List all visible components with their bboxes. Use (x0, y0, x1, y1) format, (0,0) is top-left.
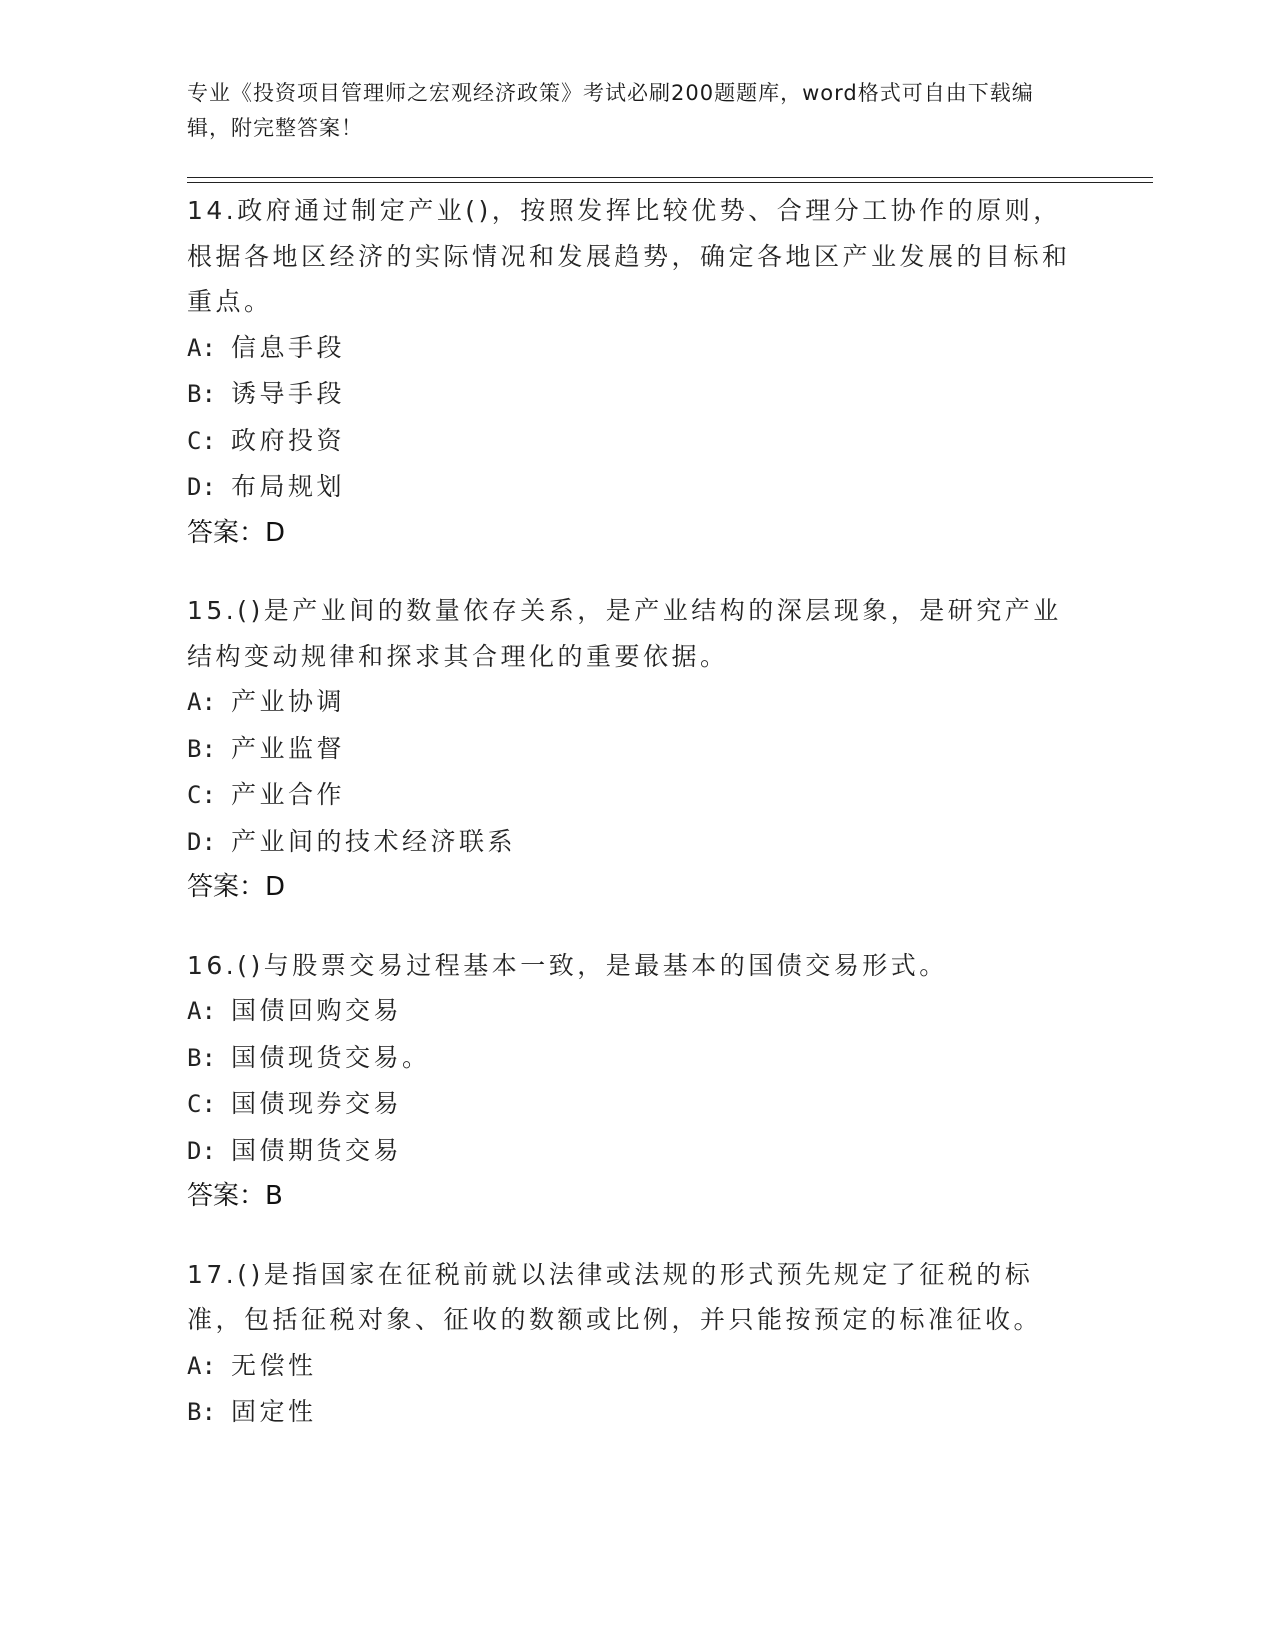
option-text: 布局规划 (231, 472, 346, 501)
question-text: 17.()是指国家在征税前就以法律或法规的形式预先规定了征税的标准，包括征税对象、征收的数额或比例，并只能按预定的标准征收。 (187, 1259, 1043, 1334)
option-d (187, 464, 1087, 511)
option-text: 国债回购交易 (231, 996, 403, 1025)
option-key: D: (187, 827, 216, 856)
option-key: C: (187, 426, 216, 455)
option-text: 政府投资 (231, 425, 346, 455)
option-a (187, 679, 1087, 726)
header-divider-bottom (187, 182, 1153, 183)
option-key: A: (187, 333, 216, 362)
option-key: D: (187, 1136, 216, 1165)
option-b (187, 1389, 1087, 1436)
option-text: 无偿性 (231, 1350, 317, 1380)
option-text: 产业合作 (231, 780, 346, 809)
option-key: B: (187, 734, 216, 763)
option-d (187, 1128, 1087, 1175)
option-text: 信息手段 (231, 332, 346, 362)
option-key: B: (187, 1398, 216, 1426)
option-text: 产业监督 (231, 733, 346, 763)
option-a (187, 325, 1087, 372)
option-c (187, 418, 1087, 465)
question-15 (187, 588, 1087, 911)
option-c (187, 772, 1087, 819)
option-key: D: (187, 473, 216, 501)
option-text: 固定性 (231, 1397, 317, 1426)
option-key: A: (187, 997, 216, 1025)
answer-line: 答案：D (187, 517, 286, 548)
option-key: C: (187, 1090, 216, 1118)
question-14 (187, 188, 1087, 556)
option-text: 国债现货交易。 (231, 1042, 431, 1072)
option-text: 国债现券交易 (231, 1089, 403, 1118)
header-divider-top (187, 177, 1153, 178)
answer-line: 答案：D (187, 872, 286, 902)
option-text: 产业协调 (231, 687, 346, 716)
question-text: 16.()与股票交易过程基本一致，是最基本的国债交易形式。 (187, 950, 948, 980)
question-list (187, 188, 1087, 1468)
answer-line: 答案：B (187, 1181, 283, 1211)
option-b (187, 726, 1087, 773)
option-d (187, 819, 1087, 866)
option-key: B: (187, 380, 216, 408)
option-b (187, 1035, 1087, 1082)
option-key: A: (187, 1351, 216, 1380)
option-text: 诱导手段 (231, 379, 346, 408)
option-key: B: (187, 1043, 216, 1072)
option-key: C: (187, 781, 216, 809)
question-text: 14.政府通过制定产业()，按照发挥比较优势、合理分工协作的原则，根据各地区经济的实际情况和发展趋势，确定各地区产业发展的目标和重点。 (187, 196, 1071, 316)
option-key: A: (187, 688, 216, 716)
option-a (187, 988, 1087, 1035)
question-text: 15.()是产业间的数量依存关系，是产业结构的深层现象，是研究产业结构变动规律和探求其合理化的重要依据。 (187, 596, 1062, 671)
option-text: 产业间的技术经济联系 (231, 826, 517, 856)
option-b (187, 371, 1087, 418)
option-a (187, 1343, 1087, 1390)
option-c (187, 1081, 1087, 1128)
question-16 (187, 943, 1087, 1220)
document-intro: 专业《投资项目管理师之宏观经济政策》考试必刷200题题库，word格式可自由下载编辑，附完整答案！ (187, 81, 1034, 140)
question-17 (187, 1252, 1087, 1436)
option-text: 国债期货交易 (231, 1135, 403, 1165)
